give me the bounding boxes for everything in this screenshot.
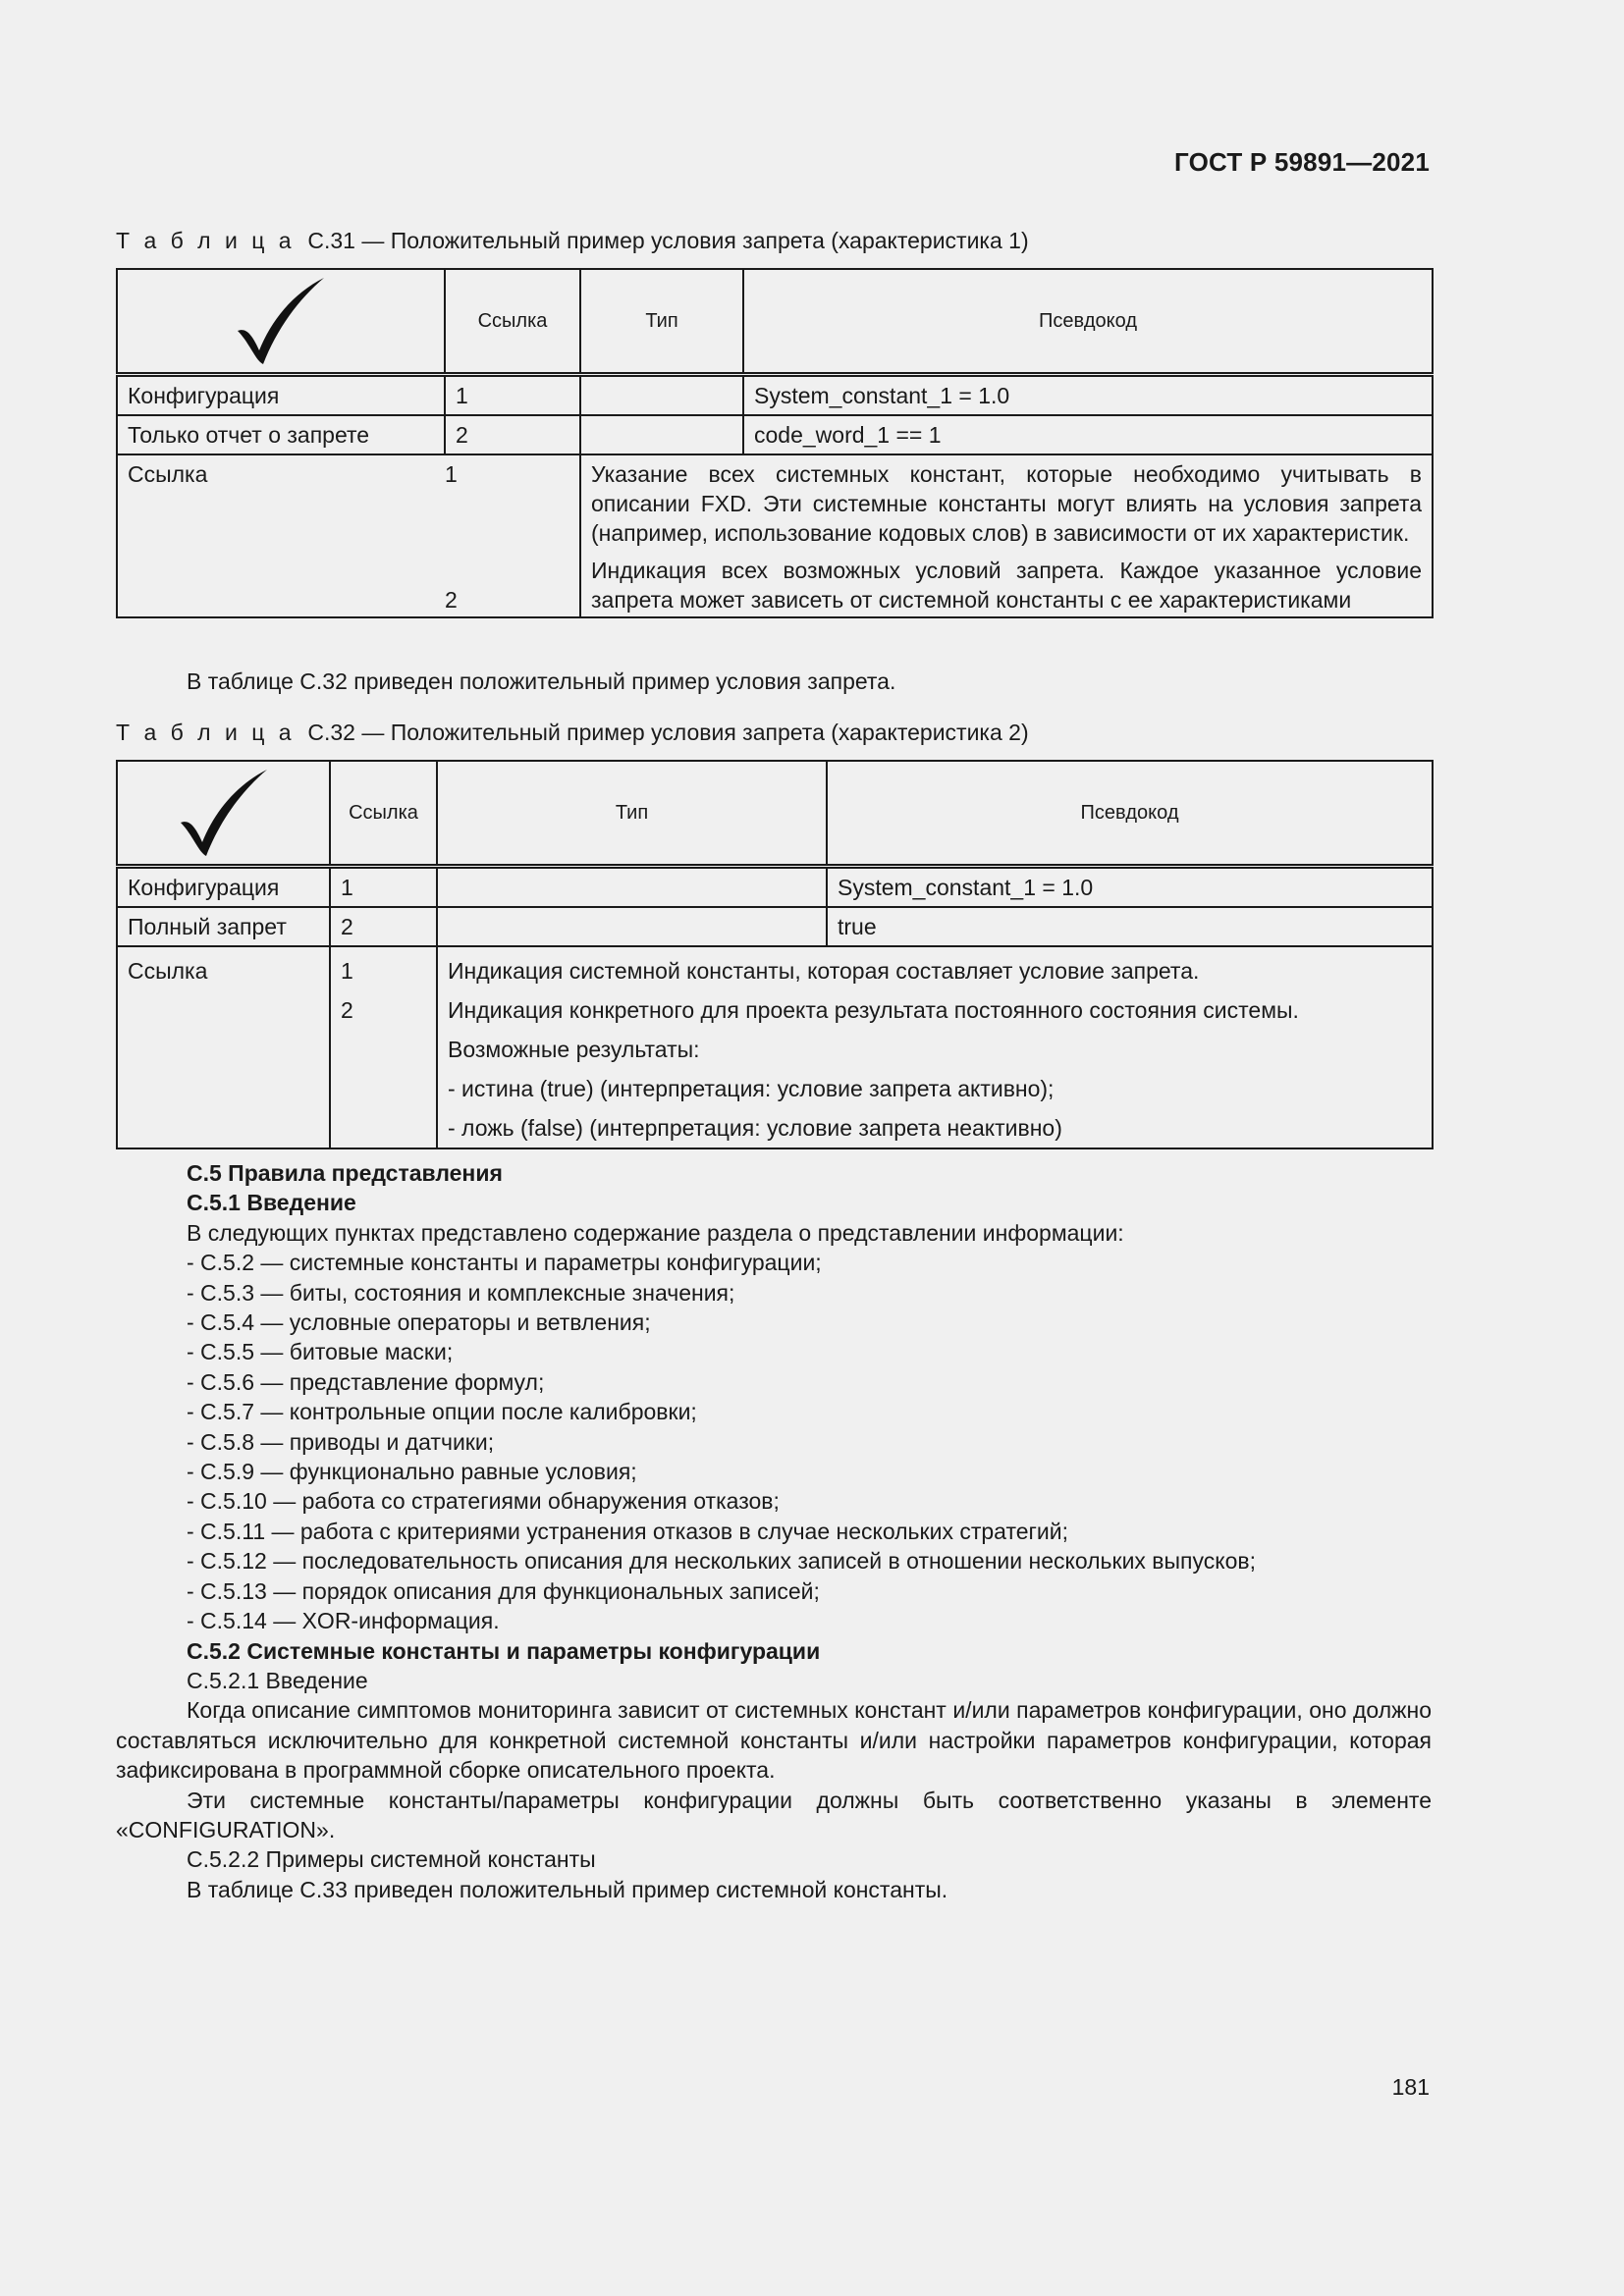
ref-description: - ложь (false) (интерпретация: условие запрета неактивно) [448,1115,1062,1141]
list-item: - С.5.12 — последовательность описания для нескольких записей в отношении нескольких выпусков; [187,1548,1256,1575]
table32-caption-prefix: Т а б л и ц а [116,720,296,745]
list-item: - С.5.10 — работа со стратегиями обнаружения отказов; [187,1488,780,1515]
ref-description: - истина (true) (интерпретация: условие запрета активно); [448,1076,1055,1101]
row-type [580,375,743,416]
row-label: Только отчет о запрете [117,415,445,454]
row-pseudocode: true [827,907,1433,946]
row-label: Полный запрет [117,907,330,946]
refs-label: Ссылка [117,454,445,617]
table32 [116,760,1434,1149]
list-item: - С.5.11 — работа с критериями устранения отказов в случае нескольких стратегий; [187,1518,1068,1544]
ref-number: 1 [445,461,458,487]
row-type [437,867,827,908]
document-id: ГОСТ Р 59891—2021 [1174,147,1430,177]
table32-intro: В таблице С.32 приведен положительный пример условия запрета. [187,668,896,694]
table32-caption-text: С.32 — Положительный пример условия запрета (характеристика 2) [307,720,1029,745]
list-item: - С.5.5 — битовые маски; [187,1339,454,1365]
list-item: - С.5.8 — приводы и датчики; [187,1428,495,1455]
table32-head-type: Тип [437,761,827,867]
table-row [117,375,1433,416]
section-heading: С.5.2 Системные константы и параметры конфигурации [187,1637,821,1664]
paragraph: Эти системные константы/параметры конфигурации должны быть соответственно указаны в элементе «CONFIGURATION». [116,1787,1432,1842]
ref-number: 1 [341,958,353,984]
table32-head-pseudo: Псевдокод [827,761,1433,867]
table32-head-ref: Ссылка [330,761,437,867]
list-item: - С.5.13 — порядок описания для функциональных записей; [187,1577,820,1604]
row-type [580,415,743,454]
checkmark-icon [232,274,330,368]
row-type [437,907,827,946]
paragraph: В таблице С.33 приведен положительный пример системной константы. [187,1876,948,1902]
ref-number: 2 [341,997,353,1023]
list-item: - С.5.2 — системные константы и параметры конфигурации; [187,1250,822,1276]
row-label: Конфигурация [117,375,445,416]
ref-description: Возможные результаты: [448,1037,700,1062]
section-heading: С.5.1 Введение [187,1190,356,1216]
subsection-heading: С.5.2.1 Введение [187,1667,368,1693]
table31-head-type: Тип [580,269,743,375]
refs-numbers [330,946,437,1148]
table31-caption-text: С.31 — Положительный пример условия запрета (характеристика 1) [307,228,1029,253]
row-ref: 2 [445,415,580,454]
row-ref: 2 [330,907,437,946]
refs-descriptions [580,454,1433,617]
row-ref: 1 [330,867,437,908]
table31 [116,268,1434,618]
list-item: - С.5.9 — функционально равные условия; [187,1459,637,1485]
section-heading: С.5 Правила представления [187,1160,503,1186]
paragraph: Когда описание симптомов мониторинга зависит от системных констант и/или параметров конфигурации, оно должно составляться исключительно для конкретной системной константы и/или настройки параметров конфигурации, которая зафиксирована в программной сборке описательного проекта. [116,1697,1432,1784]
table32-caption [116,720,1029,746]
list-item: - С.5.3 — биты, состояния и комплексные значения; [187,1279,735,1306]
table31-header-row [117,269,1433,375]
list-item: - С.5.4 — условные операторы и ветвления; [187,1309,651,1336]
table-row [117,415,1433,454]
row-label: Конфигурация [117,867,330,908]
ref-description: Индикация всех возможных условий запрета. Каждое указанное условие запрета может зависеть от системной константы с ее характеристиками [591,558,1422,613]
row-ref: 1 [445,375,580,416]
table-row [117,867,1433,908]
list-item: - С.5.6 — представление формул; [187,1368,545,1395]
table32-check-cell [117,761,330,867]
list-item: - С.5.7 — контрольные опции после калибровки; [187,1399,697,1425]
section-c5 [116,1158,1432,1904]
ref-description: Индикация системной константы, которая составляет условие запрета. [448,958,1200,984]
ref-description: Указание всех системных констант, которые необходимо учитывать в описании FXD. Эти системные константы могут влиять на условия запрета (например, использование кодовых слов) в зависимости от их характеристик. [591,461,1422,546]
subsection-heading: С.5.2.2 Примеры системной константы [187,1846,596,1873]
refs-descriptions [437,946,1433,1148]
table31-head-ref: Ссылка [445,269,580,375]
row-pseudocode: code_word_1 == 1 [743,415,1433,454]
paragraph: В следующих пунктах представлено содержание раздела о представлении информации: [187,1219,1124,1246]
list-item: - С.5.14 — XOR-информация. [187,1608,500,1634]
table32-refs-row [117,946,1433,1148]
ref-number: 2 [445,587,458,613]
row-pseudocode: System_constant_1 = 1.0 [743,375,1433,416]
table-row [117,907,1433,946]
ref-description: Индикация конкретного для проекта результата постоянного состояния системы. [448,997,1299,1023]
refs-label: Ссылка [117,946,330,1148]
table31-refs-row [117,454,1433,617]
table31-head-pseudo: Псевдокод [743,269,1433,375]
refs-numbers [445,454,580,617]
table31-caption-prefix: Т а б л и ц а [116,228,296,253]
checkmark-icon [175,766,273,860]
table32-header-row [117,761,1433,867]
row-pseudocode: System_constant_1 = 1.0 [827,867,1433,908]
table31-caption [116,228,1029,254]
page-number: 181 [1391,2074,1430,2100]
table31-check-cell [117,269,445,375]
